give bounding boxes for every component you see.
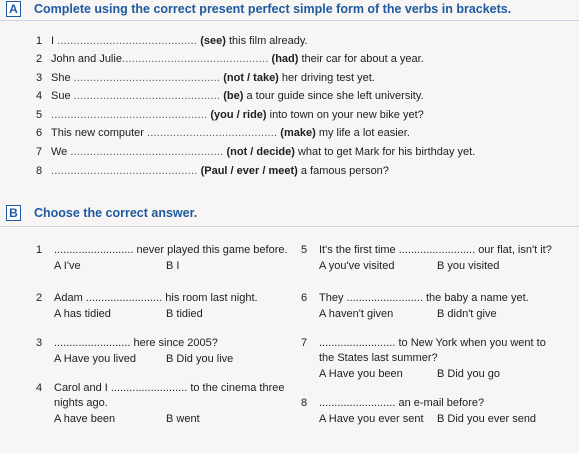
option-b[interactable]: B I <box>166 260 180 272</box>
question-stem: They ......................... the baby a name yet. <box>319 292 529 304</box>
item-number: 5 <box>36 109 43 121</box>
answer-blank[interactable]: ................................................ <box>51 109 208 121</box>
question-stem-continued: nights ago. <box>54 397 108 409</box>
item-number: 7 <box>36 146 43 158</box>
question-number: 6 <box>301 292 308 304</box>
question-stem: ......................... here since 2005? <box>54 337 218 349</box>
item-lead-text: She <box>51 72 74 84</box>
question-stem: Adam ......................... his room last night. <box>54 292 258 304</box>
answer-blank[interactable]: ............................................... <box>70 146 224 158</box>
item-number: 6 <box>36 127 43 139</box>
section-a-instruction: Complete using the correct present perfect simple form of the verbs in brackets. <box>34 2 512 16</box>
answer-blank[interactable]: ........................................... <box>57 35 198 47</box>
item-tail-text: what to get Mark for his birthday yet. <box>294 146 476 158</box>
item-lead-text: Sue <box>51 90 74 102</box>
option-a[interactable]: A you've visited <box>319 260 395 272</box>
verb-hint: (you / ride) <box>210 109 267 121</box>
item-tail-text: their car for about a year. <box>298 53 424 65</box>
question-stem-continued: the States last summer? <box>319 352 438 364</box>
section-b-instruction: Choose the correct answer. <box>34 206 198 220</box>
option-a[interactable]: A I've <box>54 260 81 272</box>
item-tail-text: this film already. <box>225 35 308 47</box>
item-number: 1 <box>36 35 43 47</box>
item-tail-text: a tour guide since she left university. <box>243 90 424 102</box>
question-stem: ......................... to New York when you went to <box>319 337 546 349</box>
option-a[interactable]: A have been <box>54 413 116 425</box>
option-a[interactable]: A has tidied <box>54 308 111 320</box>
option-a[interactable]: A haven't given <box>319 308 394 320</box>
option-a[interactable]: A Have you lived <box>54 353 136 365</box>
item-lead-text: I <box>51 35 58 47</box>
item-lead-text: This new computer <box>51 127 147 139</box>
item-number: 2 <box>36 53 43 65</box>
item-tail-text: a famous person? <box>297 165 389 177</box>
item-number: 3 <box>36 72 43 84</box>
answer-blank[interactable]: ............................................. <box>73 72 221 84</box>
item-tail-text: her driving test yet. <box>278 72 375 84</box>
option-b[interactable]: B tidied <box>166 308 203 320</box>
item-tail-text: my life a lot easier. <box>315 127 410 139</box>
option-b[interactable]: B you visited <box>437 260 500 272</box>
question-number: 4 <box>36 382 43 394</box>
item-number: 8 <box>36 165 43 177</box>
item-lead-text: We <box>51 146 71 158</box>
option-a[interactable]: A Have you ever sent <box>319 413 424 425</box>
question-stem: Carol and I ......................... to the cinema three <box>54 382 285 394</box>
question-number: 5 <box>301 244 308 256</box>
section-a-label: A <box>6 1 21 17</box>
option-b[interactable]: B Did you ever send <box>437 413 537 425</box>
option-b[interactable]: B Did you live <box>166 353 234 365</box>
verb-hint: (be) <box>223 90 244 102</box>
option-b[interactable]: B didn't give <box>437 308 497 320</box>
question-number: 3 <box>36 337 43 349</box>
verb-hint: (make) <box>280 127 316 139</box>
section-b-label: B <box>6 205 21 221</box>
question-number: 8 <box>301 397 308 409</box>
verb-hint: (not / take) <box>223 72 279 84</box>
verb-hint: (see) <box>200 35 226 47</box>
question-stem: .......................... never played this game before. <box>54 244 288 256</box>
verb-hint: (not / decide) <box>226 146 295 158</box>
item-lead-text: John and Julie <box>51 53 122 65</box>
question-stem: ......................... an e-mail before? <box>319 397 485 409</box>
item-number: 4 <box>36 90 43 102</box>
answer-blank[interactable]: ............................................. <box>73 90 221 102</box>
section-a-divider <box>0 20 579 21</box>
question-number: 7 <box>301 337 308 349</box>
verb-hint: (Paul / ever / meet) <box>200 165 298 177</box>
question-number: 2 <box>36 292 43 304</box>
verb-hint: (had) <box>271 53 299 65</box>
item-tail-text: into town on your new bike yet? <box>266 109 424 121</box>
question-number: 1 <box>36 244 43 256</box>
section-b-divider <box>0 226 579 227</box>
option-a[interactable]: A Have you been <box>319 368 403 380</box>
answer-blank[interactable]: ............................................. <box>51 165 198 177</box>
answer-blank[interactable]: ........................................ <box>146 127 278 139</box>
question-stem: It's the first time ......................... our flat, isn't it? <box>319 244 552 256</box>
answer-blank[interactable]: ............................................. <box>121 53 269 65</box>
option-b[interactable]: B Did you go <box>437 368 500 380</box>
option-b[interactable]: B went <box>166 413 200 425</box>
